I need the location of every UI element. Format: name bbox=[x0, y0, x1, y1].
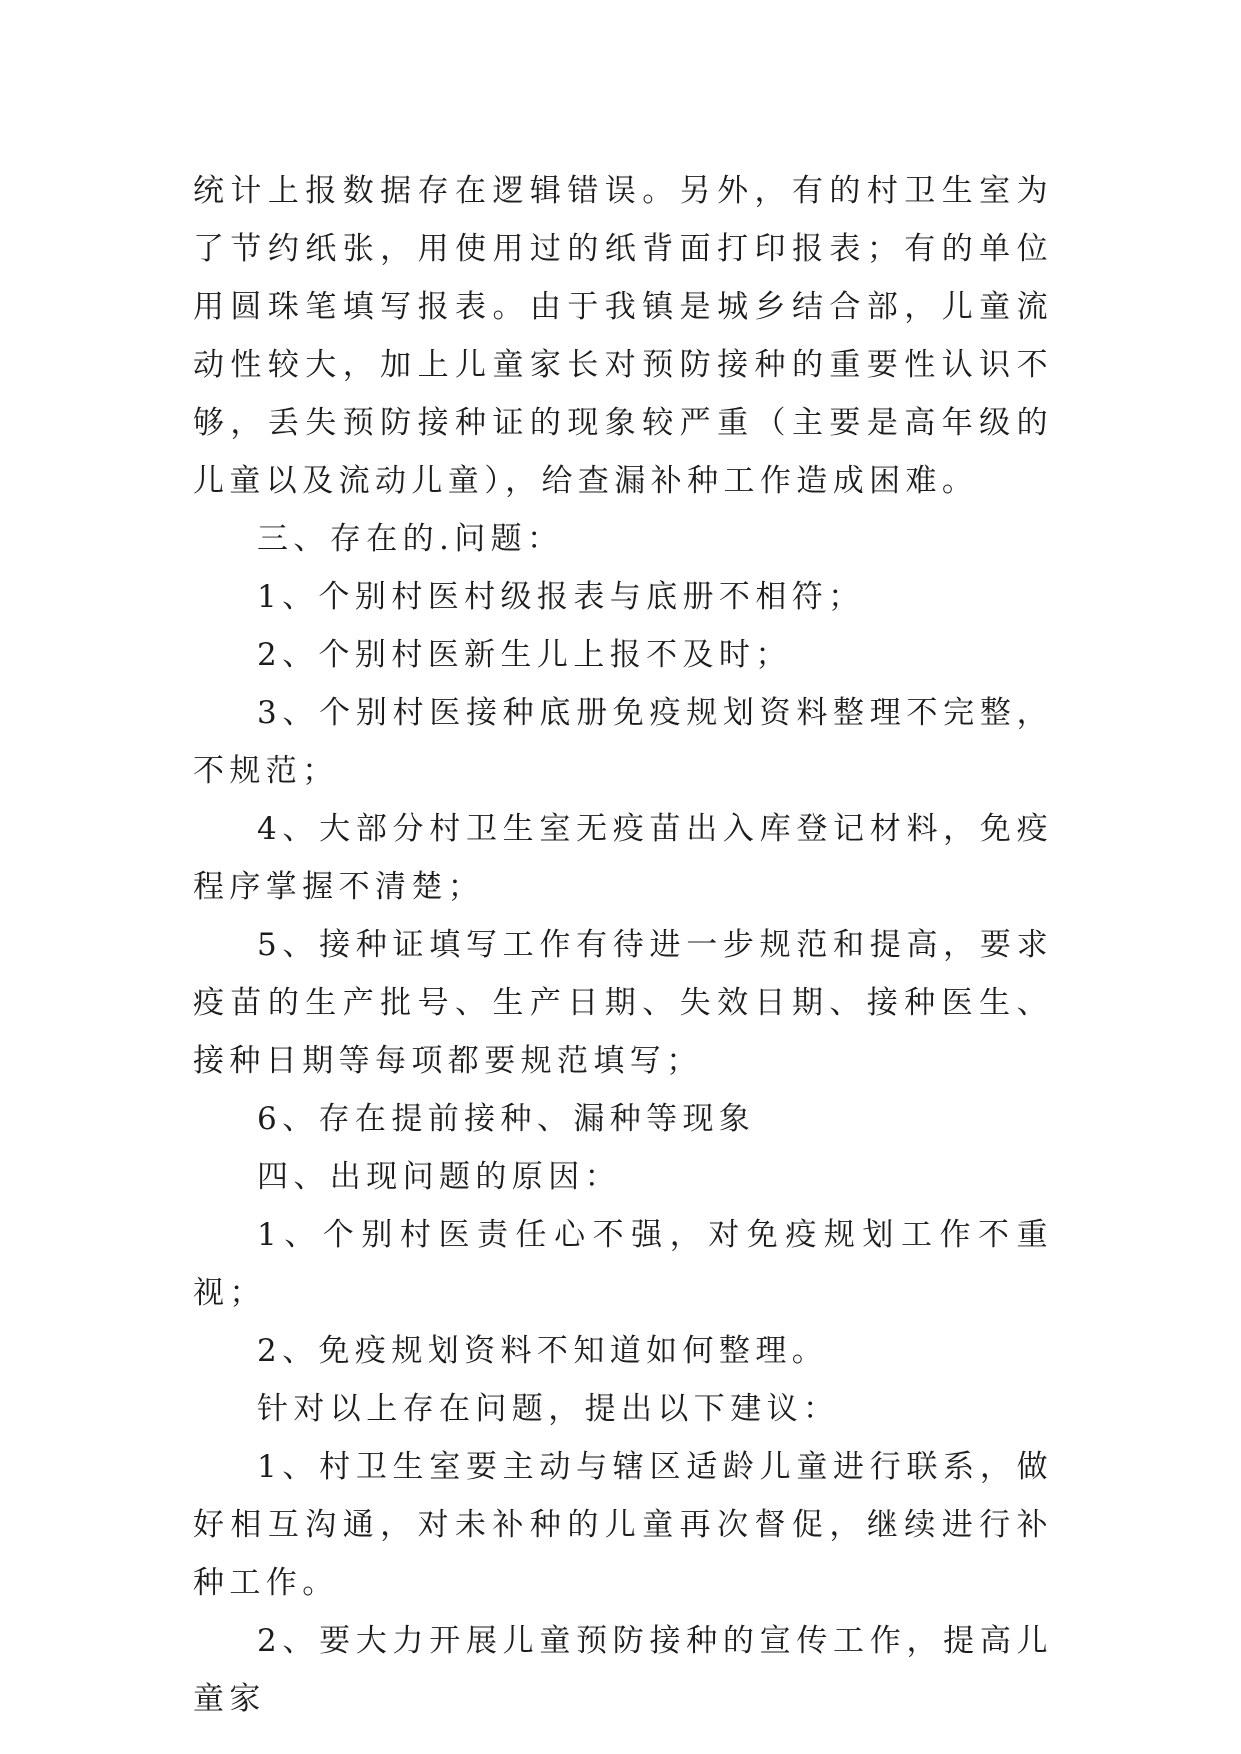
problem-item-1: 1、个别村医村级报表与底册不相符； bbox=[257, 579, 865, 615]
section-heading-problems: 三、存在的.问题： bbox=[257, 521, 564, 557]
section-heading-causes: 四、出现问题的原因： bbox=[257, 1159, 621, 1195]
problem-item-4: 4、大部分村卫生室无疫苗出入库登记材料，免疫程序掌握不清楚； bbox=[193, 811, 1053, 905]
suggestion-item-2: 2、要大力开展儿童预防接种的宣传工作，提高儿童家 bbox=[193, 1623, 1053, 1717]
cause-item-2: 2、免疫规划资料不知道如何整理。 bbox=[257, 1333, 829, 1369]
problem-item-6: 6、存在提前接种、漏种等现象 bbox=[257, 1101, 756, 1137]
suggestion-item-1: 1、村卫生室要主动与辖区适龄儿童进行联系，做好相互沟通，对未补种的儿童再次督促，继续进行补种工作。 bbox=[193, 1449, 1053, 1601]
problem-item-5: 5、接种证填写工作有待进一步规范和提高，要求疫苗的生产批号、生产日期、失效日期、接种医生、接种日期等每项都要规范填写； bbox=[193, 927, 1053, 1079]
document-page bbox=[193, 162, 1053, 1728]
suggestions-intro: 针对以上存在问题，提出以下建议： bbox=[257, 1391, 840, 1427]
paragraph-continuation: 统计上报数据存在逻辑错误。另外，有的村卫生室为了节约纸张，用使用过的纸背面打印报表；有的单位用圆珠笔填写报表。由于我镇是城乡结合部，儿童流动性较大，加上儿童家长对预防接种的重要性认识不够，丢失预防接种证的现象较严重（主要是高年级的儿童以及流动儿童），给查漏补种工作造成困难。 bbox=[193, 173, 1053, 499]
problem-item-2: 2、个别村医新生儿上报不及时； bbox=[257, 637, 792, 673]
problem-item-3: 3、个别村医接种底册免疫规划资料整理不完整，不规范； bbox=[193, 695, 1053, 789]
cause-item-1: 1、个别村医责任心不强，对免疫规划工作不重视； bbox=[193, 1217, 1053, 1311]
